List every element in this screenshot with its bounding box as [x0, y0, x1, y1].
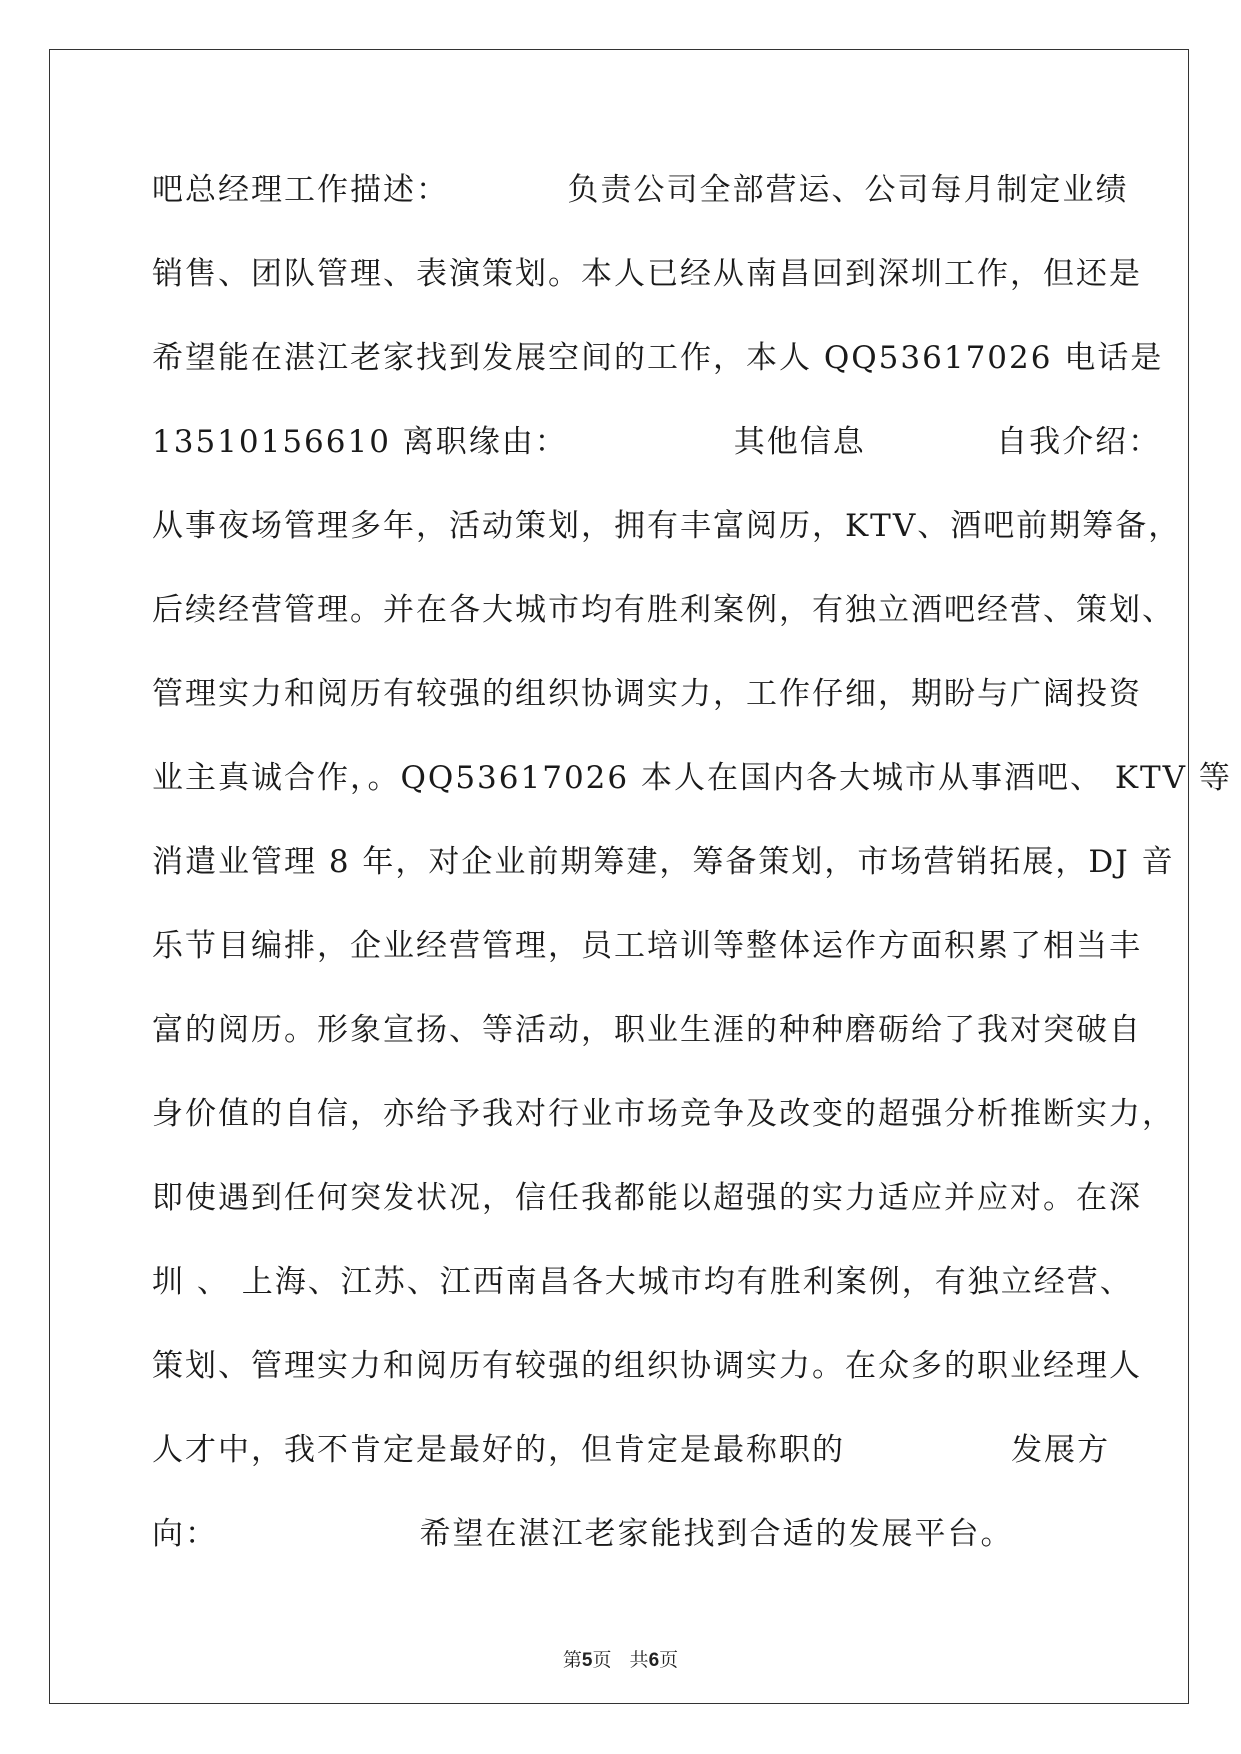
total-page-number: 6	[648, 1650, 660, 1671]
document-body	[152, 155, 1232, 1583]
text-line: 消遣业管理 8 年，对企业前期筹建，筹备策划，市场营销拓展，DJ 音	[152, 844, 1175, 880]
footer-prefix: 第	[562, 1649, 582, 1671]
text-line: 从事夜场管理多年，活动策划，拥有丰富阅历，KTV、酒吧前期筹备，	[152, 508, 1182, 544]
footer-middle: 页 共	[592, 1649, 649, 1671]
current-page-number: 5	[581, 1650, 593, 1671]
text-line: 即使遇到任何突发状况，信任我都能以超强的实力适应并应对。在深	[152, 1180, 1142, 1216]
text-line: 后续经营管理。并在各大城市均有胜利案例，有独立酒吧经营、策划、	[152, 592, 1175, 628]
text-line: 人才中，我不肯定是最好的，但肯定是最称职的 发展方	[152, 1432, 1110, 1468]
text-line: 身价值的自信，亦给予我对行业市场竞争及改变的超强分析推断实力，	[152, 1096, 1175, 1132]
text-line: 希望能在湛江老家找到发展空间的工作，本人 QQ53617026 电话是	[152, 340, 1164, 376]
text-line: 策划、管理实力和阅历有较强的组织协调实力。在众多的职业经理人	[152, 1348, 1142, 1384]
text-line: 管理实力和阅历有较强的组织协调实力，工作仔细，期盼与广阔投资	[152, 676, 1142, 712]
page-footer	[0, 1645, 1241, 1672]
text-line: 吧总经理工作描述： 负责公司全部营运、公司每月制定业绩	[152, 172, 1129, 208]
text-line: 圳 、 上海、江苏、江西南昌各大城市均有胜利案例，有独立经营、	[152, 1264, 1133, 1300]
text-line: 乐节目编排，企业经营管理，员工培训等整体运作方面积累了相当丰	[152, 928, 1142, 964]
text-line: 业主真诚合作，。QQ53617026 本人在国内各大城市从事酒吧、 KTV 等	[152, 760, 1232, 796]
text-line: 13510156610 离职缘由： 其他信息 自我介绍：	[152, 424, 1162, 460]
text-line: 向： 希望在湛江老家能找到合适的发展平台。	[152, 1516, 1014, 1552]
footer-suffix: 页	[659, 1649, 679, 1671]
text-line: 富的阅历。形象宣扬、等活动，职业生涯的种种磨砺给了我对突破自	[152, 1012, 1142, 1048]
text-line: 销售、团队管理、表演策划。本人已经从南昌回到深圳工作，但还是	[152, 256, 1142, 292]
